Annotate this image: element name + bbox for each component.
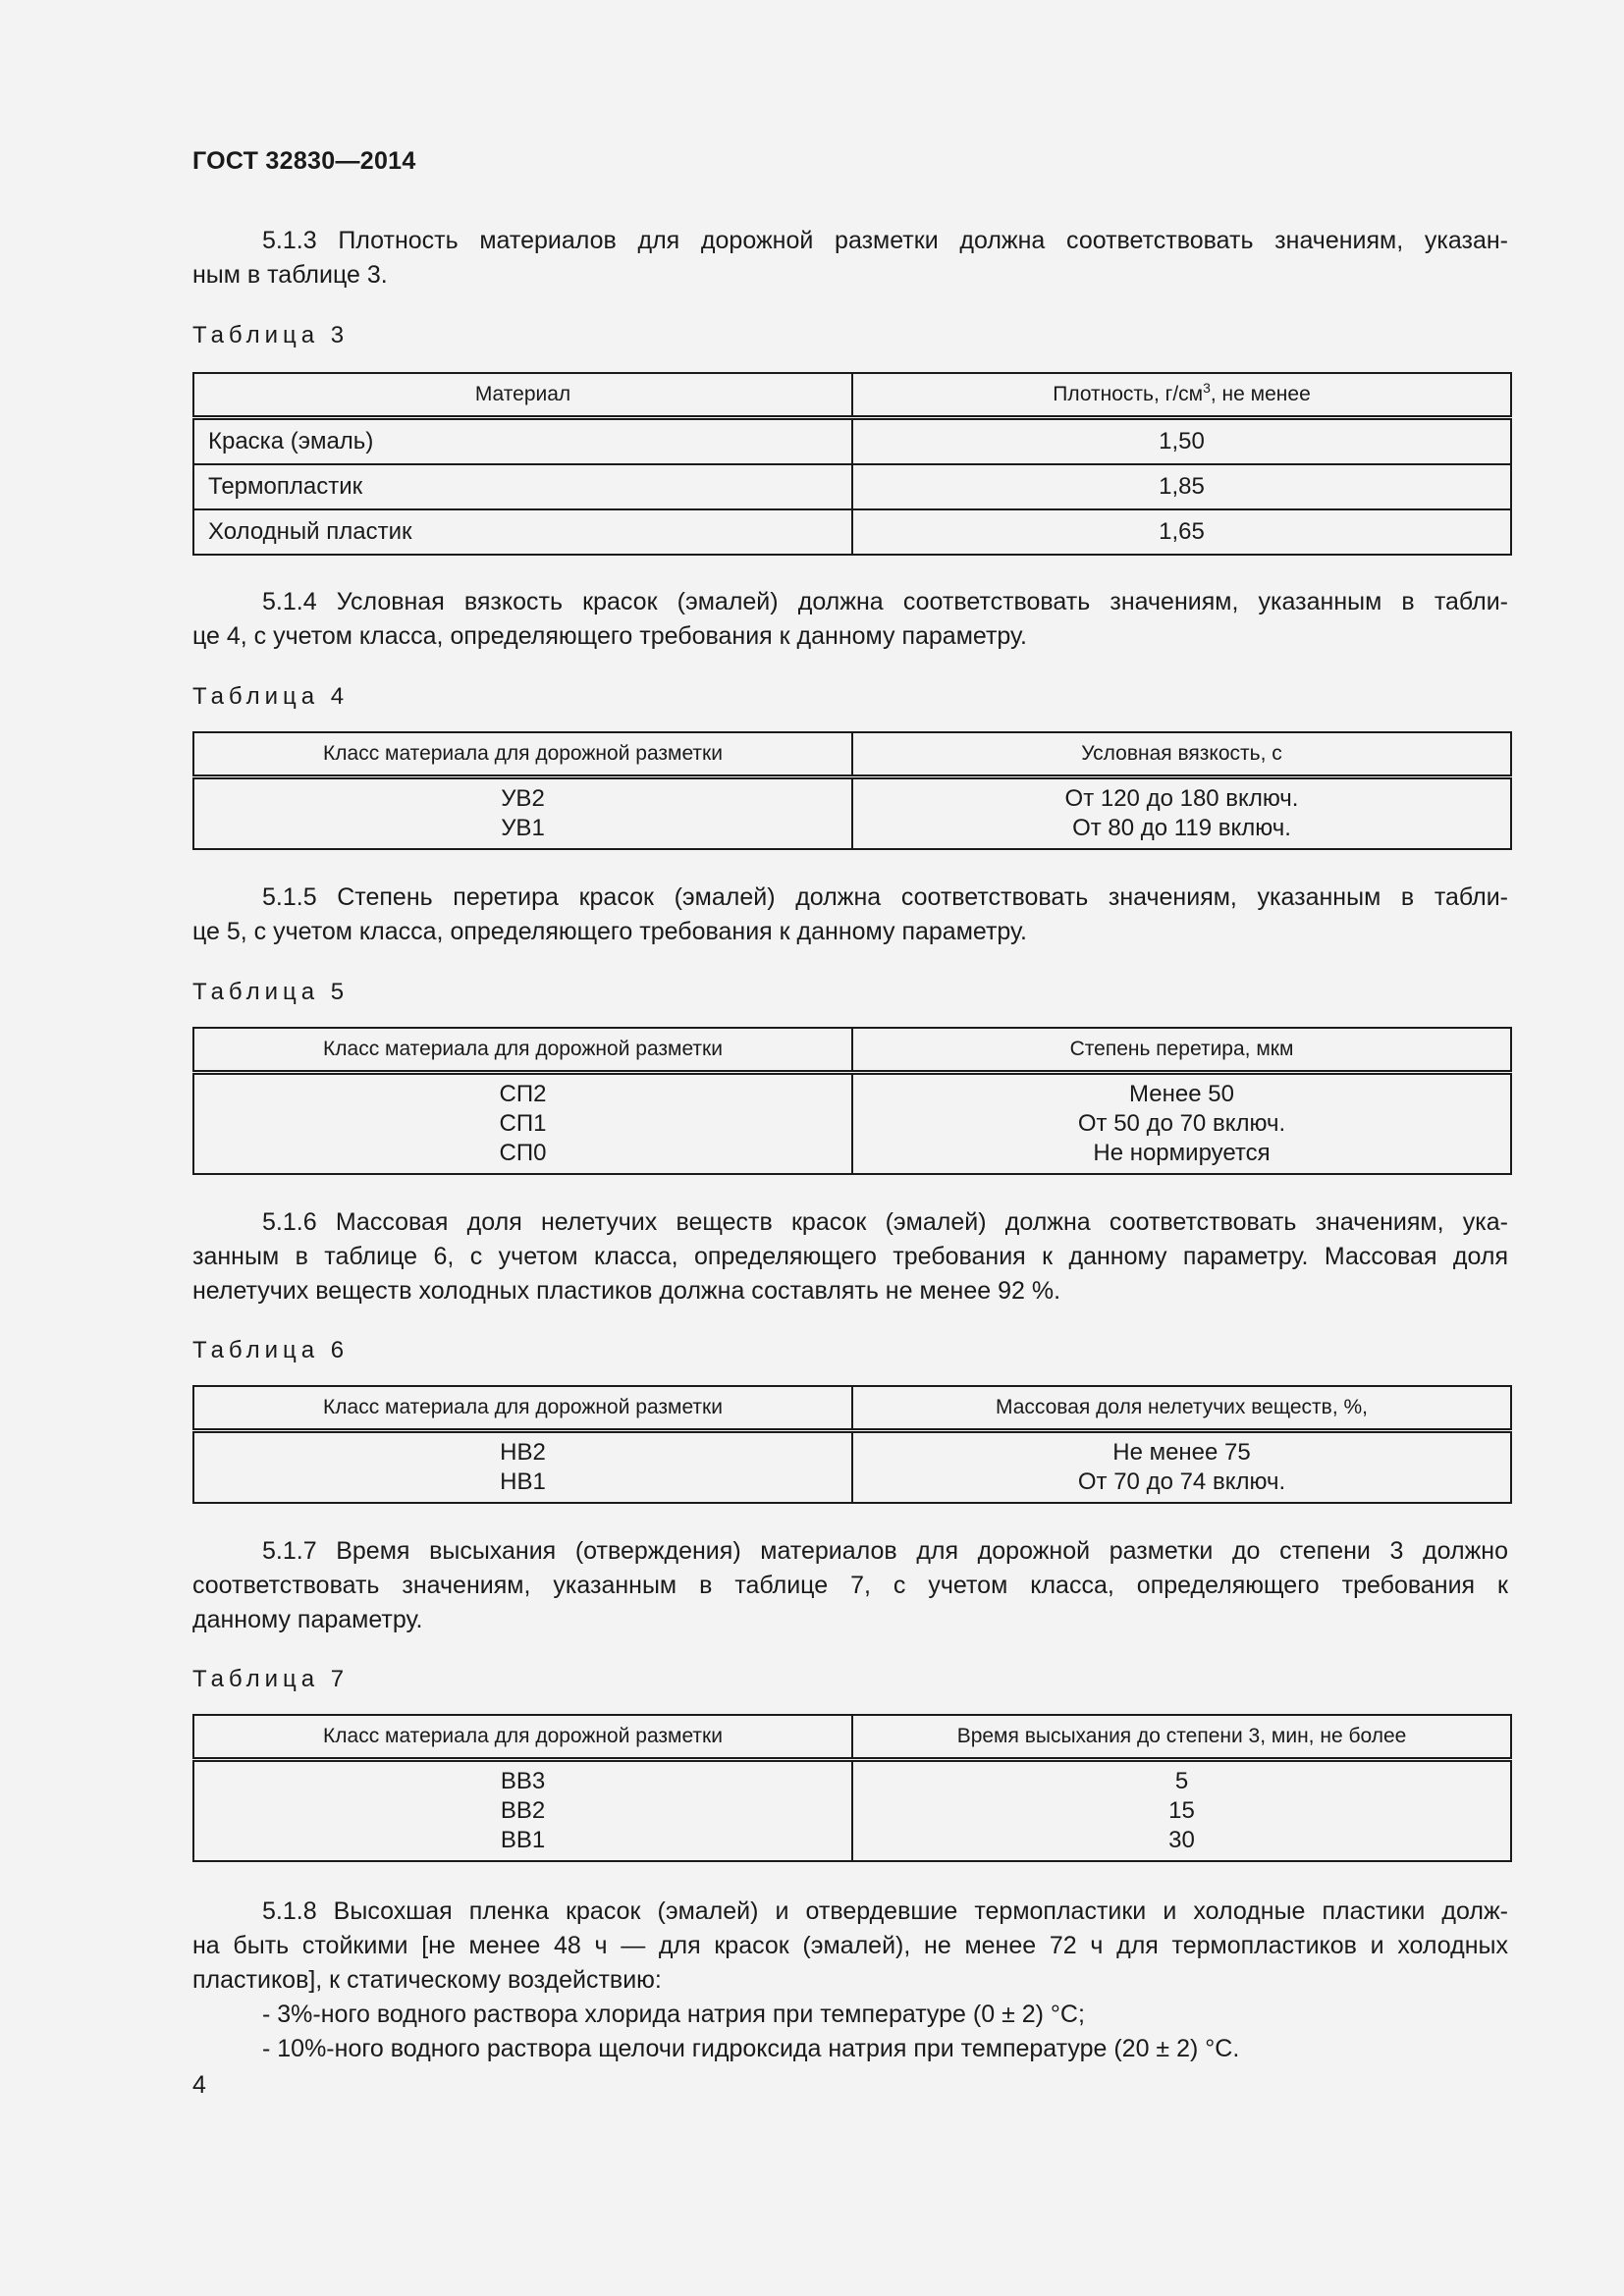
table-row [193,418,1511,465]
table-cell [852,1760,1511,1862]
cell-line: 15 [1168,1797,1195,1824]
paragraph-line: 5.1.6 Массовая доля нелетучих веществ красок (эмалей) должна соответствовать значениям, ука- [262,1208,1508,1236]
table-7 [192,1714,1512,1862]
superscript: 3 [1203,380,1211,396]
table-header-cell: Массовая доля нелетучих веществ, %, [852,1386,1511,1431]
table-header-row [193,1715,1511,1760]
table-header-cell: Класс материала для дорожной разметки [193,732,852,777]
table-header-row [193,1386,1511,1431]
cell-line: Не нормируется [1093,1140,1271,1166]
table-header-cell: Время высыхания до степени 3, мин, не более [852,1715,1511,1760]
cell-line: СП2 [499,1081,547,1107]
paragraph-line: 5.1.5 Степень перетира красок (эмалей) должна соответствовать значениям, указанным в табли- [262,883,1508,911]
table-5 [192,1027,1512,1175]
paragraph-5-1-3 [192,224,1508,293]
list-item: - 10%-ного водного раствора щелочи гидроксида натрия при температуре (20 ± 2) °С. [262,2035,1240,2062]
cell-line: НВ2 [500,1439,546,1466]
paragraph-line: 5.1.3 Плотность материалов для дорожной разметки должна соответствовать значениям, указан- [262,227,1508,254]
cell-line: 5 [1174,1768,1189,1794]
table-header-cell: Материал [193,373,852,418]
table-cell: Холодный пластик [193,509,852,555]
table-cell [193,1760,852,1862]
cell-line: 30 [1168,1827,1195,1853]
header-text: , не менее [1210,383,1311,405]
table-header-row [193,373,1511,418]
paragraph-5-1-6 [192,1205,1508,1308]
paragraph-5-1-5 [192,881,1508,949]
table-3 [192,372,1512,556]
table-header-cell: Степень перетира, мкм [852,1028,1511,1073]
paragraph-line: це 5, с учетом класса, определяющего требования к данному параметру. [192,918,1027,945]
paragraph-line: нелетучих веществ холодных пластиков должна составлять не менее 92 %. [192,1277,1061,1305]
table-header-cell: Класс материала для дорожной разметки [193,1386,852,1431]
table-7-caption: Таблица 7 [192,1666,350,1692]
cell-line: НВ1 [500,1468,546,1495]
table-row [193,464,1511,509]
table-5-caption: Таблица 5 [192,979,350,1005]
cell-line: СП1 [499,1110,547,1137]
table-4-caption: Таблица 4 [192,683,350,710]
cell-line: От 70 до 74 включ. [1077,1468,1286,1495]
table-cell [852,1431,1511,1504]
table-header-cell: Класс материала для дорожной разметки [193,1715,852,1760]
paragraph-line: на быть стойкими [не менее 48 ч — для красок (эмалей), не менее 72 ч для термопластиков и холодных [192,1932,1508,1959]
paragraph-line: 5.1.4 Условная вязкость красок (эмалей) должна соответствовать значениям, указанным в табли- [262,588,1508,615]
paragraph-line: ным в таблице 3. [192,261,388,289]
paragraph-5-1-7 [192,1534,1508,1637]
paragraph-line: 5.1.8 Высохшая пленка красок (эмалей) и отвердевшие термопластики и холодные пластики долж- [262,1897,1508,1925]
table-header-cell [852,373,1511,418]
cell-line: Не менее 75 [1112,1439,1251,1466]
paragraph-5-1-4 [192,585,1508,654]
table-row [193,777,1511,850]
paragraph-line: соответствовать значениям, указанным в таблице 7, с учетом класса, определяющего требования к [192,1572,1508,1599]
cell-line: СП0 [499,1140,547,1166]
cell-line: Менее 50 [1129,1081,1234,1107]
paragraph-line: пластиков], к статическому воздействию: [192,1966,662,1994]
paragraph-line: це 4, с учетом класса, определяющего требования к данному параметру. [192,622,1027,650]
table-3-caption: Таблица 3 [192,322,350,348]
paragraph-line: 5.1.7 Время высыхания (отверждения) материалов для дорожной разметки до степени 3 должно [262,1537,1508,1565]
cell-line: УВ2 [501,785,545,812]
paragraph-line: занным в таблице 6, с учетом класса, определяющего требования к данному параметру. Массовая доля [192,1243,1508,1270]
table-header-row [193,1028,1511,1073]
table-6-caption: Таблица 6 [192,1337,350,1363]
cell-line: УВ1 [501,815,545,841]
table-cell: 1,65 [852,509,1511,555]
table-header-cell: Условная вязкость, с [852,732,1511,777]
paragraph-5-1-8 [192,1895,1508,2066]
table-cell [852,777,1511,850]
cell-line: От 50 до 70 включ. [1077,1110,1286,1137]
cell-line: От 120 до 180 включ. [1064,785,1299,812]
page-number: 4 [192,2071,206,2099]
table-4 [192,731,1512,850]
table-cell [193,777,852,850]
table-cell [193,1431,852,1504]
table-row [193,1431,1511,1504]
list-item: - 3%-ного водного раствора хлорида натрия при температуре (0 ± 2) °С; [262,2001,1085,2028]
document-header: ГОСТ 32830—2014 [192,147,416,175]
table-row [193,1073,1511,1175]
cell-line: От 80 до 119 включ. [1072,815,1291,841]
cell-line: ВВ3 [500,1768,546,1794]
table-cell [193,1073,852,1175]
cell-line: ВВ1 [500,1827,546,1853]
table-cell: Краска (эмаль) [193,418,852,465]
table-header-cell: Класс материала для дорожной разметки [193,1028,852,1073]
table-row [193,509,1511,555]
table-6 [192,1385,1512,1504]
table-header-row [193,732,1511,777]
table-cell: Термопластик [193,464,852,509]
table-cell: 1,50 [852,418,1511,465]
header-text: Плотность, г/см [1053,383,1204,405]
table-cell [852,1073,1511,1175]
paragraph-line: данному параметру. [192,1606,423,1633]
table-cell: 1,85 [852,464,1511,509]
cell-line: ВВ2 [500,1797,546,1824]
table-row [193,1760,1511,1862]
